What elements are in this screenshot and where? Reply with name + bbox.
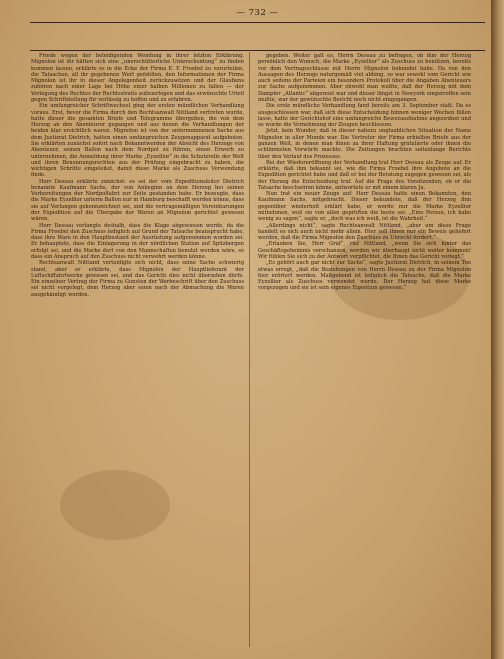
paragraph: Friede wegen der beleidigenden Wendung in ihrer letzten Erklärung. Mignolon ist ihr hätten sich eine „unerschütterliche Unterscheidung“ zu finden kommen lassen, erklärte es in die Ecke der Firma E. F. Froebel zu verurteilen, die Tatsachen, all ihr gegebenen Wert gefehlten, den Informationen der Firma Mignolon ist ihr in dieser Angelegenheit zurückzusetzen und der Glaubens zuhören nach einer Lage bei Höhe einer halben Millionen zu fallen — der Verlegung des Rechtes der Rechtsstreits aufzuerlegen und das erwünschte Urteil gegen Schriftstellung für verlässig zu hoffen und zu erfahren. [31,53,244,103]
paragraph: Herr Dessau erklärte zunächst: es sei der vom Expeditionsleiter Dietrich benannte Kaufmann Sachs, der von Anbeginn an dem Herzog bei seinen Vorbereitungen der Nordpolfahrt zur Seite gestanden habe. Er bezeugte, dass die Marke Eyzellior unterm Ballon nur in Hamburg beschafft werden könne, dass sie auf Verlangen gekennzeichnet sei, und die vertragsmäßigen Vereinbarungen der Expedition auf die Übergabe der Waren an Mignolon gerichtet gewesen wären. [31,178,244,223]
paragraph: Herr Dessau verlangte deshalb, dass die Klage abgewiesen werde, da die Firma Froebel den Zuschuss lediglich auf Grund der Tatsache beansprucht habe, dass ihre Ware in den Hauptbestand der Ausrüstung aufgenommen worden sei. Er behauptete, dass die Einlagerung in der nördlichen Station auf Spitzbergen erfolgt sei, und die Marke dort von den Mannschaften benutzt worden wäre, so dass ein Anspruch auf den Zuschuss nicht verwehrt werden könne. [31,222,244,260]
paragraph: Bei der Wiedereröffnung der Verhandlung trat Herr Dessau als Zeuge auf. Er erklärte, daß ihm bekannt sei, wie die Firma Froebel ihre Angebote an die Expedition gerichtet habe und daß er bei der Beratung zugegen gewesen sei, als der Herzog die Entscheidung traf. Auf die Frage des Vorsitzenden, ob er die Tatsache beschwören könne, antwortete er mit einem klaren Ja. [258,159,471,191]
paragraph: „Allerdings nicht“, sagte Rechtsanwalt Nittland, „aber um diese Frage handelt es sich auch nicht mehr allein. Hier soll Ihnen nur ein Beweis geliefert werden, daß die Firma Mignolon den Zuschuss zu Unrecht fordert.“ [258,222,471,242]
page-number: — 732 — [236,8,279,18]
paragraph: „Erlauben Sie, Herr Graf“, rief Nittland, „wenn Sie sich hinter das Geschäftsgeheimnis verschanzen, werden wir überhaupt nicht weiter kommen! Wir fühlen Sie sich zu der Antwort verpflichtet, die Ihnen das Gericht vorlegt.“ [258,241,471,260]
paragraph: „Es gehört auch gar nicht zur Sache“, sagte Justizrat Dietrich, in seinem Ton etwas erregt, „daß die Beziehungen von Herrn Dessau zu der Firma Mignolon hier erörtert werden. Maßgebend ist lediglich die Tatsache, daß die Marke Eyzellior als Zuschuss verwendet wurde. Der Herzog hat diese Marke vorgezogen und sie ist sein eigenes Eigentum gewesen.“ [258,260,471,292]
next-page-edge [491,0,504,659]
paragraph: Ein umfangreicher Schriftwechsel ging der ersten mündlichen Verhandlung voraus. Erst, bevor die Firma durch den Rechtsanwalt Nittland vertreten wurde, hatte dieser die gesamten Briefe und Telegramme übergeben, die von dem Herzog an den Abenteurer gegangen und aus denen die Verhandlungen der beiden klar ersichtlich waren. Mignolon ist von der unternommenen Sache aus dem Justizrat Dietrich, hatten einen umfangreichen Zeugenapparat aufgeboten. Sie erklärten zunächst sofort nach Bekanntwerden der Absicht des Herzogs von Abenteuer, seinen Ballon nach dem Nordpol zu führen, einen Erwerb zu unternehmen, die Anmeldung ihrer Marke „Eyzellior“ in die Schutzrolle der Welt und ihren Benennungsrechten aus der Prüfung eingebracht zu haben, die wichtigen Schritte eingeleitet, damit diese Marke als Zuschuss Verwendung finde. [31,103,244,179]
paragraph: Die erste mündliche Verhandlung fand bereits am 3. September statt. Da es ausgeschlossen war, daß sich diese Entscheidung binnen weniger Wochen fällen lasse, hatte der Gerichtshof eine umfangreiche Beweisaufnahme angeordnet und es wurde die Vernehmung der Zeugen beschlossen. [258,103,471,129]
paragraph: gegeben. Weiter galt es, Herrn Dessau zu befragen, ob ihm der Herzog persönlich den Wunsch, die Marke „Eyzellior“ als Zuschuss zu benützen, bereits vor dem Vertragsschlusse mit Herrn Mignolon bekundet habe. Da von den Aussagen des Herzogs naturgemäß viel abhing, so war sowohl vom Gericht wie auch seitens der Parteien ein besonders Protokoll über die Angaben Abenteuers zur Sache aufgenommen. Aber obwohl man wußte, daß der Herzog mit dem Dampfer „Atlantic“ abgereist war und dieser längst in Newyork eingetroffen sein mußte, war der gewünschte Bericht noch nicht eingegangen. [258,53,471,103]
paragraph: Rechtsanwalt Nittland verteidigte sich nicht, dass seine Sache schwierig stand, aber er erklärte, dass Mignolon der Hauptlieferant der Luftschiffahrtwerke gewesen sei, und das Gericht dies nicht übersehen dürfe. Ein einzelner Vertrag der Firma zu Gunsten der Werbeschrift über den Zuschuss sei nicht vorgelegt, dem Herzog aber seien nach der Abmachung die Waren ausgehändigt worden. [31,260,244,298]
header-rule [30,22,485,23]
column-divider [249,52,250,647]
left-column [31,53,244,643]
paragraph: Nun trat ein neuer Zeuge auf: Herr Dessau hatte einen Bekannten, den Kaufmann Sachs, mitgebracht. Dieser bekundete, daß der Herzog ihm gegenüber wiederholt erklärt habe, er werde nur die Marke Eyzellior mitnehmen, weil sie von allen geprüften die beste sei. „Eine Person, ich habe wenig zu sagen“, sagte er, „doch was ich weiß, ist die Wahrheit.“ [258,191,471,223]
paragraph: Jetzt, kein Wunder, daß in dieser nahezu unglaublichen Situation der Name Mignolon in aller Munde war. Die Vertreter der Firma erhielten Briefe aus der ganzen Welt, in denen man ihnen zu ihrer Haltung gratulierte oder ihnen die schlimmsten Vorwürfe machte. Die Zeitungen brachten seitenlange Berichte über den Verlauf des Prozesses. [258,128,471,160]
column-top-rule [30,50,485,51]
right-column [258,53,471,643]
